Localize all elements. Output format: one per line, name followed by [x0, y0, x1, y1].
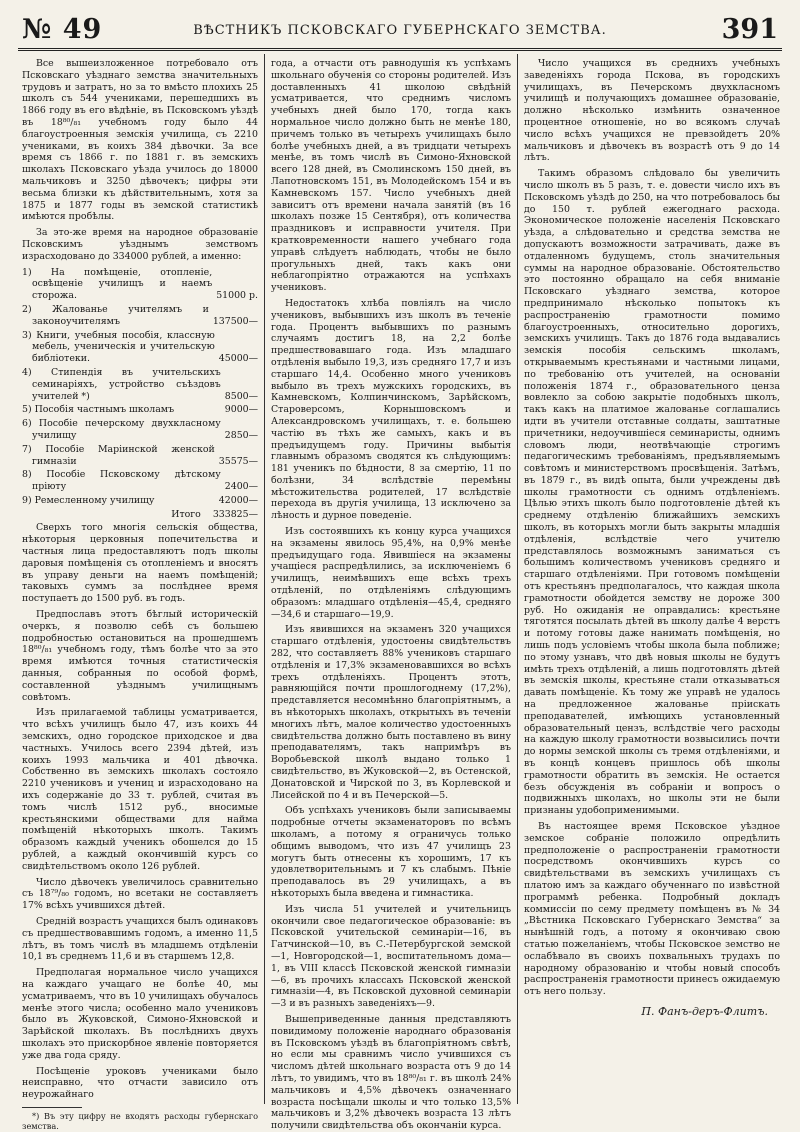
paragraph: Объ успѣхахъ учениковъ были записываемы подробные отчеты экзаменаторовъ по всѣмъ школамъ, а потому я ограничусь только общимъ выводомъ, что изъ 47 училищъ 23 могутъ быть отнесены къ хорошимъ, 17 къ удовлетворительнымъ и 7 къ слабымъ. Пѣніе преподавалось въ 29 училищахъ, а въ нѣкоторыхъ была введена и гимнастика.: [271, 805, 511, 899]
journal-title: ВѢСТНИКЪ ПСКОВСКАГО ГУБЕРНСКАГО ЗЕМСТВА.: [193, 23, 607, 38]
column-3: [524, 58, 780, 1100]
expense-label: 1) На помѣщеніе, отопленіе, освѣщеніе училищъ и наемъ сторожа.: [22, 266, 213, 302]
expense-amount: 45000—: [218, 353, 258, 365]
paragraph: Средній возрастъ учащихся былъ одинаковъ съ предшествовавшимъ годомъ, а именно 11,5 лѣтъ, въ томъ числѣ въ младшемъ отдѣленіи 10,1 въ среднемъ 11,6 и въ старшемъ 12,8.: [22, 915, 258, 963]
expense-item: [22, 418, 258, 442]
expense-label: 5) Пособія частнымъ школамъ: [22, 404, 175, 416]
paragraph: Предполагая нормальное число учащихся на каждаго учащаго не болѣе 40, мы усматриваемъ, что въ 10 училищахъ обучалось менѣе этого числа; особенно мало учениковъ было въ Жуковской, Симоно-Яхновской и Зарѣйской школахъ. Въ послѣднихъ двухъ школахъ это прискорбное явленіе повторяется уже два года сряду.: [22, 967, 258, 1061]
expense-label: 9) Ремесленному училищу: [22, 494, 155, 506]
column-1: [22, 58, 258, 1131]
expense-label: 6) Пособіе печерскому двухкласному училищу: [22, 418, 221, 441]
author-signature: П. Фанъ-деръ-Флитъ.: [641, 1004, 768, 1018]
expense-item: [22, 495, 258, 507]
paragraph: Изъ числа 51 учителей и учительницъ окончили свое педагогическое образованіе: въ Псковской учительской семинаріи—16, въ Гатчинской—10, въ С.-Петербургской земской—1, Новгородской—1, воспитательномъ дома—1, въ VIII классѣ Псковской женской гимназіи—6, въ прочихъ классахъ Псковской женской гимназіи—4, въ Псковской духовной семинаріи—3 и въ разныхъ заведеніяхъ—9.: [271, 903, 511, 1010]
paragraph: Вышеприведенные данныя представляютъ повидимому положеніе народнаго образованія въ Псковскомъ уѣздѣ въ благопріятномъ свѣтѣ, но если мы сравнимъ число учившихся съ числомъ дѣтей школьнаго возраста отъ 9 до 14 лѣтъ, то увидимъ, что въ 18⁸⁰/₈₁ г. въ школѣ 24% мальчиковъ и 4,5% дѣвочекъ означеннаго возраста посѣщали школы и что только 13,5% мальчиковъ и 3,2% дѣвочекъ возраста 13 лѣтъ получили свидѣтельства объ окончаніи курса.: [271, 1013, 511, 1132]
paragraph: Въ настоящее время Псковское уѣздное земское собраніе положило опредѣлить предположеніе о распространеніи грамотности посредствомъ окончившихъ курсъ со свидѣтельствами въ земскихъ училищахъ съ платою имъ за каждаго обученнаго по извѣстной программѣ ребенка. Подробный докладъ коммиссіи по сему предмету помѣщенъ въ № 34 „Вѣстника Псковскаго Губернскаго Земства“ за нынѣшній годъ, а потому я окончиваю свою статью пожеланіемъ, чтобы Псковское земство не ослабѣвало въ своихъ похвальныхъ трудахъ по народному образованію и чтобы новый способъ распространенія грамотности принесъ ожидаемую отъ него пользу.: [524, 821, 780, 998]
paragraph: года, а отчасти отъ равнодушія къ успѣхамъ школьнаго обученія со стороны родителей. Изъ доставленныхъ 41 школою свѣдѣній усматривается, что среднимъ числомъ учебныхъ дней было 170, тогда какъ нормальное число должно быть не менѣе 180, причемъ только въ четырехъ училищахъ было болѣе учебныхъ дней, а въ тридцати четырехъ менѣе, въ томъ числѣ въ Симоно-Яхновской всего 128 дней, въ Смолинскомъ 150 дней, въ Лапотновскомъ 151, въ Молодейскомъ 154 и въ Камневскомъ 157. Число учебныхъ дней зависитъ отъ времени начала занятій (въ 16 школахъ позже 15 Сентября), отъ количества праздниковъ и исправности учителя. При кратковременности нашего учебнаго года управѣ слѣдуетъ наблюдать, чтобы не было прогульныхъ дней, такъ какъ они неблагопріятно отражаются на успѣхахъ учениковъ.: [271, 58, 511, 294]
expense-label: 7) Пособіе Маріинской женской гимназіи: [22, 443, 215, 467]
expense-label: 4) Стипендія въ учительскихъ семинаріяхъ, устройство съѣздовъ учителей *): [22, 366, 221, 402]
footnote: *) Въ эту цифру не входятъ расходы губернскаго земства.: [22, 1110, 258, 1131]
expense-amount: 9000—: [224, 404, 258, 416]
expense-amount: 42000—: [218, 494, 258, 506]
paragraph: Все вышеизложенное потребовало отъ Псковскаго уѣзднаго земства значительныхъ трудовъ и затратъ, но за то вмѣсто плохихъ 25 школъ съ 544 учениками, перешедшихъ въ 1866 году въ его вѣдѣніе, въ Псковскомъ уѣздѣ въ 18⁸⁰/₈₁ учебномъ году было 44 благоустроенныя земскія училища, съ 2210 учениками, въ коихъ 384 дѣвочки. За все время съ 1866 г. по 1881 г. въ земскихъ школахъ Псковскаго уѣзда училось до 18000 мальчиковъ и 3250 дѣвочекъ; цифры эти весьма близки къ дѣйствительнымъ, хотя за 1875 и 1877 годы въ земской статистикѣ имѣются пробѣлы.: [22, 58, 258, 223]
expense-item: [22, 469, 258, 493]
expense-item: [22, 404, 258, 416]
issue-number: № 49: [22, 14, 103, 45]
expense-item: [22, 267, 258, 302]
paragraph: Изъ явившихся на экзаменъ 320 учащихся старшаго отдѣленія, удостоены свидѣтельствъ 282, что составляетъ 88% учениковъ старшаго отдѣленія и 17,3% экзаменовавшихся во всѣхъ трехъ отдѣленіяхъ. Процентъ этотъ, равняющійся почти прошлогоднему (17,2%), представляется несомнѣнно благопріятнымъ, а въ нѣкоторыхъ школахъ, открытыхъ въ теченіи многихъ лѣтъ, малое количество удостоенныхъ свидѣтельства должно быть поставлено въ вину преподавателямъ, такъ напримѣръ въ Воробьевской школѣ выдано только 1 свидѣтельство, въ Жуковской—2, въ Остенской, Донатовской и Чирской по 3, въ Корлевской и Лисейской по 4 и въ Печерской—5.: [271, 624, 511, 801]
total-amount: 333825—: [212, 508, 258, 520]
paragraph: Изъ прилагаемой таблицы усматривается, что всѣхъ училищъ было 47, изъ коихъ 44 земскихъ, одно городское приходское и два частныхъ. Училось всего 2394 дѣтей, изъ коихъ 1993 мальчика и 401 дѣвочка. Собственно въ земскихъ школахъ состояло 2210 учениковъ и учениц и израсходовано на ихъ содержаніе до 33 т. рублей, считая въ томъ числѣ 1512 руб., вносимые крестьянскими обществами для найма помѣщеній нѣкоторыхъ школъ. Такимъ образомъ каждый ученикъ обошелся до 15 рублей, а каждый окончившій курсъ со свидѣтельствомъ около 126 рублей.: [22, 707, 258, 872]
expense-label: 3) Книги, учебныя пособія, классную мебель, ученическія и учительскую библіотеки.: [22, 329, 215, 365]
column-divider: [517, 54, 518, 1104]
column-divider: [264, 54, 265, 1104]
expense-total: [22, 509, 258, 521]
expense-amount: 137500—: [212, 315, 258, 327]
paragraph: Предпославъ этотъ бѣглый историческій очеркъ, я позволю себѣ съ большею подробностью остановиться на прошедшемъ 18⁸⁰/₈₁ учебномъ году, тѣмъ болѣе что за это время имѣются точныя статистическія данныя, собранныя по особой формѣ, составленной уѣзднымъ училищнымъ совѣтомъ.: [22, 609, 258, 703]
page-number: 391: [721, 14, 778, 45]
expense-amount: 35575—: [218, 455, 258, 467]
expense-item: [22, 304, 258, 328]
page-header: [18, 14, 782, 51]
total-label: Итого: [171, 508, 201, 520]
paragraph: Сверхъ того многія сельскія общества, нѣкоторыя церковныя попечительства и частныя лица предоставляютъ подъ школы даровыя помѣщенія съ отопленіемъ и вносятъ въ управу деньги на наемъ помѣщеній; таковыхъ суммъ за послѣднее время поступаетъ до 1500 руб. въ годъ.: [22, 522, 258, 605]
expense-amount: 2850—: [224, 429, 258, 441]
expense-amount: 51000 р.: [216, 290, 258, 302]
expense-item: [22, 330, 258, 365]
expense-label: 8) Пособіе Псковскому дѣтскому пріюту: [22, 469, 221, 493]
paragraph: Такимъ образомъ слѣдовало бы увеличить число школъ въ 5 разъ, т. е. довести число ихъ въ Псковскомъ уѣздѣ до 250, на что потребовалось бы до 150 т. рублей ежегоднаго расхода. Экономическое положеніе населенія Псковскаго уѣзда, а слѣдовательно и средства земства не допускаютъ возможности затрачивать, даже въ отдаленномъ будущемъ, столь значительныя суммы на народное образованіе. Обстоятельство это постоянно обращало на себя вниманіе Псковскаго уѣзднаго земства, которое предпринимало нѣсколько попытокъ къ распространенію грамотности помимо благоустроенныхъ, относительно дорогихъ, земскихъ училищъ. Такъ до 1876 года выдавались земскія пособія сельскимъ школамъ, открываемымъ крестьянами и частными лицами, по требованію отъ учителей, на основаніи положенія 1874 г., образовательного ценза вовлекло за собою закрытіе подобныхъ школъ, такъ какъ на платимое жалованье соглашались идти въ учители отставные солдаты, заштатные причетники, недоучившіеся семинаристы, однимъ словомъ люди, неотвѣчающіе строгимъ педагогическимъ требованіямъ, предъявляемымъ совѣтомъ и министерствомъ просвѣщенія. Затѣмъ, въ 1879 г., въ видѣ опыта, были учреждены двѣ школы грамотности съ однимъ отдѣленіемъ. Цѣлью этихъ школъ было подготовленіе дѣтей къ среднему отдѣленію ближайшихъ земскихъ школъ, въ которыхъ могли быть закрыты младшія отдѣленія, вслѣдствіе чего учителю представлялось возможнымъ заниматься съ большимъ количествомъ учениковъ средняго и старшаго отдѣленіями. При готовомъ помѣщеніи отъ крестьянъ предполагалось, что каждая школа грамотности обойдется земству не дороже 300 руб. Но ожиданія не оправдались: крестьяне тяготятся посылать дѣтей въ школу далѣе 4 верстъ и потому готовы даже нанимать помѣщенія, но лишь подъ условіемъ чтобы школа была поближе; по этому узнавъ, что двѣ новыя школы не будутъ имѣть трехъ отдѣленій, а лишь подготовлять дѣтей въ земскія школы, крестьяне стали отказываться давать помѣщеніе. Къ тому же управѣ не удалось на предложенное жалованье пріискать преподавателей, имѣющихъ установленный образовательный цензъ, вслѣдствіе чего расходы на каждую школу грамотности возвысились почти до нормы земской школы съ тремя отдѣленіями, и въ концѣ концевъ пришлось обѣ школы грамотности обратить въ земскія. Не остается безъ обсужденія въ собраніи и вопросъ о подвижныхъ школахъ, но школы эти не были признаны удобоприменимыми.: [524, 168, 780, 817]
expense-amount: 2400—: [224, 481, 258, 493]
paragraph: Посѣщеніе уроковъ учениками было неисправно, что отчасти зависило отъ неурожайнаго: [22, 1065, 258, 1101]
footnote-divider: [22, 1107, 82, 1108]
paragraph: Недостатокъ хлѣба повліялъ на число учениковъ, выбывшихъ изъ школъ въ теченіе года. Процентъ выбывшихъ по разнымъ случаямъ достигъ 18, на 2,2 болѣе предшествовавшаго года. Изъ младшаго отдѣленія выбыло 19,3, изъ средняго 17,7 и изъ старшаго 14,4. Особенно много учениковъ выбыло въ трехъ мужскихъ городскихъ, въ Камневскомъ, Колпинчинскомъ, Зарѣйскомъ, Староверсомъ, Корнышовскомъ и Александровскомъ училищахъ, т. е. большею частію въ тѣхъ же самыхъ, какъ и въ предъидущемъ году. Причины выбытія главнымъ образомъ сводятся къ слѣдующимъ: 181 ученикъ по бѣдности, 8 за смертію, 11 по болѣзни, 34 вслѣдствіе перемѣны мѣстожительства родителей, 17 вслѣдствіе перехода въ другія училища, 13 исключено за лѣность и дурное поведеніе.: [271, 297, 511, 522]
paragraph: За это-же время на народное образованіе Псковскимъ уѣзднымъ земствомъ израсходовано до 334000 рублей, а именно:: [22, 227, 258, 262]
expense-item: [22, 367, 258, 402]
expense-item: [22, 444, 258, 468]
expense-label: 2) Жалованье учителямъ и законоучителямъ: [22, 303, 209, 327]
paragraph: Изъ состоявшихъ къ концу курса учащихся на экзамены явилось 95,4%, на 0,9% менѣе предъидущаго года. Явившіеся на экзамены учащіеся распредѣлились, за исключеніемъ 6 училищъ, неимѣвшихъ еще всѣхъ трехъ отдѣленій, по отдѣленіямъ слѣдующимъ образомъ: младшаго отдѣленія—45,4, средняго—34,6 и старшаго—19,9.: [271, 526, 511, 620]
paragraph: Число дѣвочекъ увеличилось сравнительно съ 18⁷⁹/₈₀ годомъ, но всетаки не составляетъ 17% всѣхъ учившихся дѣтей.: [22, 876, 258, 912]
column-2: [271, 58, 511, 1132]
expense-amount: 8500—: [224, 390, 258, 402]
expenses-list: [22, 267, 258, 521]
paragraph: Число учащихся въ среднихъ учебныхъ заведеніяхъ города Пскова, въ городскихъ училищахъ, въ Печерскомъ двухкласномъ училищѣ и получающихъ домашнее образованіе, должно нѣсколько измѣнить означенное процентное отношеніе, но во всякомъ случаѣ число всѣхъ учащихся не превзойдетъ 20% мальчиковъ и дѣвочекъ въ возрастѣ отъ 9 до 14 лѣтъ.: [524, 58, 780, 164]
